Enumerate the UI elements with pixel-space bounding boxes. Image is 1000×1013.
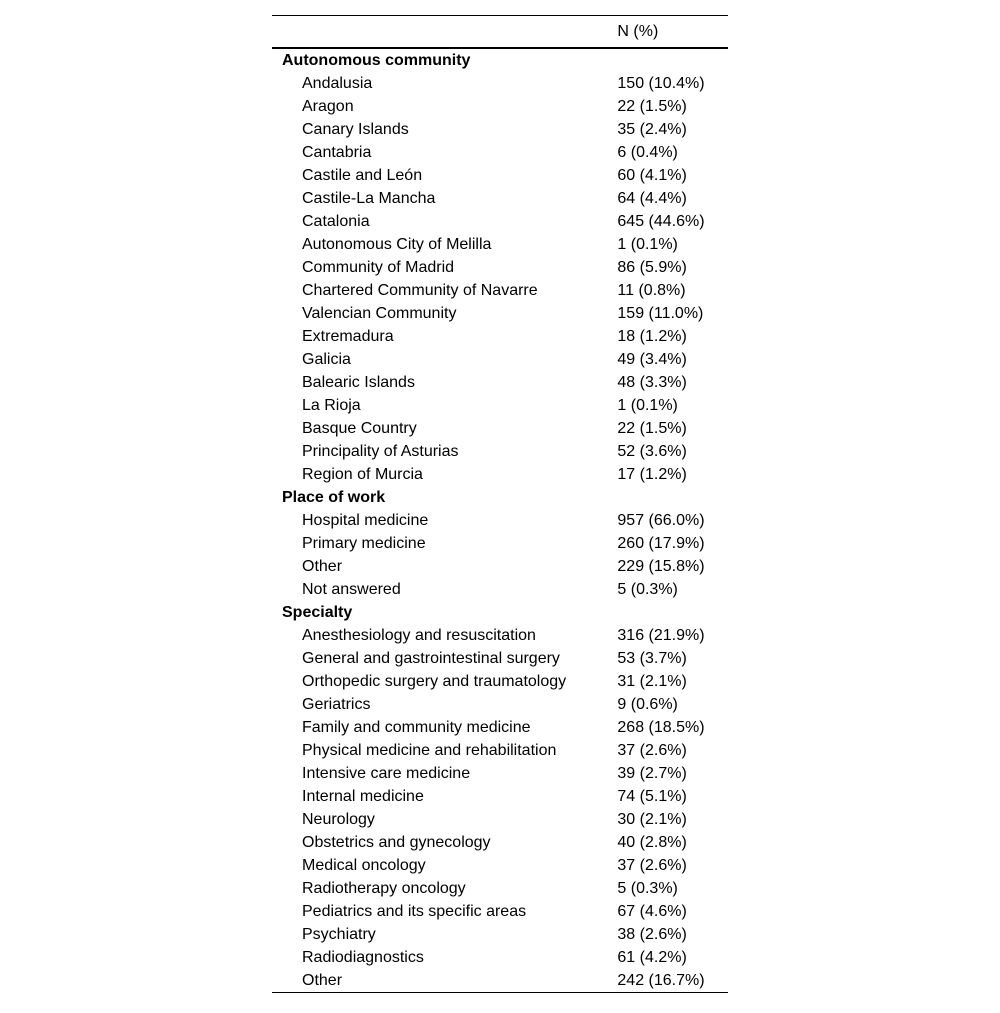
- table-row: [272, 141, 728, 164]
- row-label: Primary medicine: [302, 535, 426, 552]
- row-label: Internal medicine: [302, 788, 424, 805]
- row-label: Balearic Islands: [302, 374, 415, 391]
- row-label: Chartered Community of Navarre: [302, 282, 538, 299]
- row-label: Neurology: [302, 811, 375, 828]
- row-value: 11 (0.8%): [617, 282, 686, 299]
- table-row: [272, 371, 728, 394]
- row-value: 316 (21.9%): [617, 627, 705, 644]
- row-value: 1 (0.1%): [617, 397, 678, 414]
- row-label: Hospital medicine: [302, 512, 429, 529]
- row-value: 22 (1.5%): [617, 420, 687, 437]
- table-row: [272, 877, 728, 900]
- row-value: 40 (2.8%): [617, 834, 687, 851]
- data-table-container: [272, 15, 728, 993]
- row-label: Basque Country: [302, 420, 417, 437]
- section-header-row: [272, 48, 728, 72]
- demographics-table: [272, 15, 728, 993]
- table-row: [272, 923, 728, 946]
- row-value: 1 (0.1%): [617, 236, 678, 253]
- table-row: [272, 187, 728, 210]
- row-value: 60 (4.1%): [617, 167, 687, 184]
- row-label: Geriatrics: [302, 696, 371, 713]
- table-row: [272, 463, 728, 486]
- table-row: [272, 164, 728, 187]
- row-value: 260 (17.9%): [617, 535, 705, 552]
- section-value-empty: [617, 486, 728, 509]
- table-row: [272, 969, 728, 993]
- table-row: [272, 210, 728, 233]
- section-value-empty: [617, 601, 728, 624]
- table-row: [272, 256, 728, 279]
- section-title: Specialty: [282, 604, 353, 621]
- row-value: 52 (3.6%): [617, 443, 687, 460]
- row-value: 74 (5.1%): [617, 788, 687, 805]
- table-row: [272, 693, 728, 716]
- table-row: [272, 578, 728, 601]
- section-title: Place of work: [282, 489, 386, 506]
- row-value: 5 (0.3%): [617, 581, 678, 598]
- row-label: Catalonia: [302, 213, 370, 230]
- row-value: 9 (0.6%): [617, 696, 678, 713]
- row-value: 30 (2.1%): [617, 811, 687, 828]
- table-row: [272, 417, 728, 440]
- row-label: Castile-La Mancha: [302, 190, 436, 207]
- table-row: [272, 762, 728, 785]
- table-row: [272, 394, 728, 417]
- row-label: Principality of Asturias: [302, 443, 459, 460]
- table-row: [272, 831, 728, 854]
- header-value-cell: N (%): [617, 16, 728, 49]
- row-value: 67 (4.6%): [617, 903, 687, 920]
- table-row: [272, 900, 728, 923]
- row-value: 645 (44.6%): [617, 213, 705, 230]
- header-label-cell: [272, 16, 617, 49]
- row-value: 39 (2.7%): [617, 765, 687, 782]
- row-label: Galicia: [302, 351, 351, 368]
- table-row: [272, 279, 728, 302]
- row-value: 17 (1.2%): [617, 466, 687, 483]
- row-value: 35 (2.4%): [617, 121, 687, 138]
- row-value: 38 (2.6%): [617, 926, 687, 943]
- table-row: [272, 808, 728, 831]
- table-row: [272, 509, 728, 532]
- table-row: [272, 72, 728, 95]
- row-value: 22 (1.5%): [617, 98, 687, 115]
- row-label: Pediatrics and its specific areas: [302, 903, 527, 920]
- table-row: [272, 348, 728, 371]
- table-header-row: [272, 16, 728, 49]
- row-value: 64 (4.4%): [617, 190, 687, 207]
- row-label: Castile and León: [302, 167, 423, 184]
- row-value: 31 (2.1%): [617, 673, 687, 690]
- row-label: Canary Islands: [302, 121, 409, 138]
- row-label: Region of Murcia: [302, 466, 423, 483]
- table-row: [272, 854, 728, 877]
- row-label: Extremadura: [302, 328, 394, 345]
- row-label: Aragon: [302, 98, 354, 115]
- row-label: Radiotherapy oncology: [302, 880, 466, 897]
- table-row: [272, 302, 728, 325]
- row-label: Cantabria: [302, 144, 372, 161]
- table-row: [272, 555, 728, 578]
- row-label: Intensive care medicine: [302, 765, 471, 782]
- row-value: 86 (5.9%): [617, 259, 687, 276]
- row-value: 6 (0.4%): [617, 144, 678, 161]
- row-value: 268 (18.5%): [617, 719, 705, 736]
- section-header-row: [272, 601, 728, 624]
- row-value: 53 (3.7%): [617, 650, 687, 667]
- row-value: 159 (11.0%): [617, 305, 704, 322]
- table-row: [272, 325, 728, 348]
- table-body: [272, 48, 728, 993]
- row-value: 48 (3.3%): [617, 374, 687, 391]
- table-row: [272, 95, 728, 118]
- row-label: Psychiatry: [302, 926, 376, 943]
- table-row: [272, 647, 728, 670]
- row-value: 18 (1.2%): [617, 328, 687, 345]
- row-label: Not answered: [302, 581, 401, 598]
- row-label: General and gastrointestinal surgery: [302, 650, 560, 667]
- row-label: Physical medicine and rehabilitation: [302, 742, 557, 759]
- table-row: [272, 670, 728, 693]
- row-value: 957 (66.0%): [617, 512, 705, 529]
- row-value: 5 (0.3%): [617, 880, 678, 897]
- row-label: Anesthesiology and resuscitation: [302, 627, 536, 644]
- section-title: Autonomous community: [282, 52, 471, 69]
- row-label: Medical oncology: [302, 857, 426, 874]
- row-value: 242 (16.7%): [617, 972, 705, 989]
- row-value: 229 (15.8%): [617, 558, 705, 575]
- row-label: Autonomous City of Melilla: [302, 236, 492, 253]
- table-row: [272, 785, 728, 808]
- table-row: [272, 624, 728, 647]
- row-value: 37 (2.6%): [617, 857, 687, 874]
- section-value-empty: [617, 48, 728, 72]
- table-row: [272, 946, 728, 969]
- row-label: Community of Madrid: [302, 259, 455, 276]
- table-row: [272, 440, 728, 463]
- row-value: 37 (2.6%): [617, 742, 687, 759]
- row-label: Other: [302, 558, 343, 575]
- row-label: Orthopedic surgery and traumatology: [302, 673, 567, 690]
- table-row: [272, 532, 728, 555]
- row-label: Obstetrics and gynecology: [302, 834, 491, 851]
- row-value: 49 (3.4%): [617, 351, 687, 368]
- row-value: 150 (10.4%): [617, 75, 705, 92]
- table-row: [272, 739, 728, 762]
- row-label: La Rioja: [302, 397, 361, 414]
- table-row: [272, 118, 728, 141]
- row-label: Andalusia: [302, 75, 373, 92]
- section-header-row: [272, 486, 728, 509]
- row-label: Valencian Community: [302, 305, 457, 322]
- row-value: 61 (4.2%): [617, 949, 687, 966]
- row-label: Family and community medicine: [302, 719, 531, 736]
- table-row: [272, 716, 728, 739]
- row-label: Radiodiagnostics: [302, 949, 424, 966]
- table-row: [272, 233, 728, 256]
- row-label: Other: [302, 972, 343, 989]
